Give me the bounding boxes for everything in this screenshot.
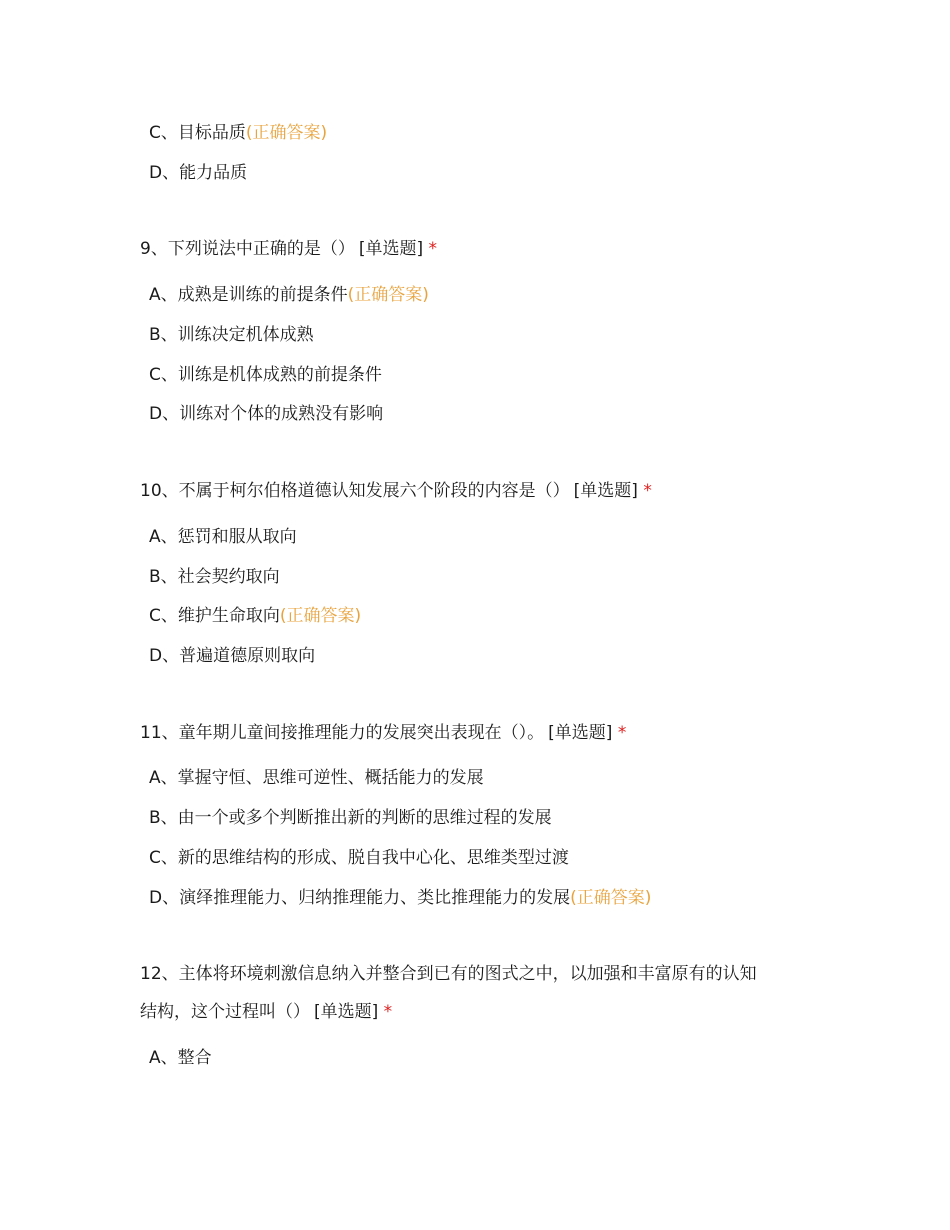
option-text: 惩罚和服从取向 [177,527,297,547]
option-text: 训练对个体的成熟没有影响 [179,404,384,424]
option-text: 能力品质 [179,163,248,183]
option-text: 训练是机体成熟的前提条件 [177,365,382,385]
option-text: 演绎推理能力、归纳推理能力、类比推理能力的发展 [179,888,571,908]
option-text: 成熟是训练的前提条件 [177,285,348,305]
option-letter: C、 [149,365,178,385]
option-text: 社会契约取向 [177,567,280,587]
option-text: 目标品质 [177,123,246,143]
question-text: 10、不属于柯尔伯格道德认知发展六个阶段的内容是（） [140,481,570,501]
option-letter: C、 [149,123,178,143]
option-letter: A、 [149,1048,178,1068]
correct-answer-tag: (正确答案) [245,123,328,143]
option-text: 掌握守恒、思维可逆性、概括能力的发展 [177,768,484,788]
option-letter: A、 [149,285,178,305]
q11-option-a [149,767,484,789]
option-letter: C、 [149,848,178,868]
required-mark: * [617,723,627,743]
q9-option-d [149,403,383,425]
option-letter: B、 [149,567,178,587]
q12-option-a [149,1047,212,1069]
required-mark: * [428,239,437,259]
question-type: [单选题] [573,481,638,501]
correct-answer-tag: (正确答案) [347,285,429,305]
option-letter: C、 [149,606,178,626]
q11-stem [140,722,626,744]
option-text: 由一个或多个判断推出新的判断的思维过程的发展 [177,808,552,828]
question-text: 11、童年期儿童间接推理能力的发展突出表现在（）。 [140,723,545,743]
q8-option-d [149,162,247,184]
option-letter: A、 [149,527,178,547]
q9-stem [140,238,437,260]
option-text: 维护生命取向 [177,606,280,626]
option-text: 整合 [177,1048,212,1068]
option-text: 新的思维结构的形成、脱自我中心化、思维类型过渡 [177,848,569,868]
option-letter: B、 [149,808,178,828]
q10-option-a [149,526,297,548]
q8-option-c [149,122,327,144]
required-mark: * [383,1002,393,1022]
q12-stem-line-1 [140,963,757,985]
q10-option-b [149,566,280,588]
q11-option-c [149,847,569,869]
option-letter: D、 [149,163,180,183]
q11-option-b [149,807,552,829]
question-type: [单选题] [358,239,424,259]
option-letter: D、 [149,404,180,424]
required-mark: * [643,481,652,501]
correct-answer-tag: (正确答案) [570,888,652,908]
q11-option-d [149,887,651,909]
q10-option-d [149,645,315,667]
q10-stem [140,480,652,502]
question-text: 12、主体将环境刺激信息纳入并整合到已有的图式之中，以加强和丰富原有的认知 [140,964,757,984]
option-letter: D、 [149,646,180,666]
q10-option-c [149,605,361,627]
question-type: [单选题] [548,723,613,743]
correct-answer-tag: (正确答案) [279,606,362,626]
option-text: 普遍道德原则取向 [179,646,316,666]
q9-option-a [149,284,429,306]
q9-option-c [149,364,382,386]
option-letter: D、 [149,888,180,908]
option-letter: A、 [149,768,178,788]
question-text: 9、下列说法中正确的是（） [140,239,355,259]
question-type: [单选题] [314,1002,379,1022]
q9-option-b [149,324,314,346]
option-letter: B、 [149,325,178,345]
question-text: 结构，这个过程叫（） [140,1002,310,1022]
option-text: 训练决定机体成熟 [177,325,314,345]
q12-stem-line-2 [140,1001,392,1023]
